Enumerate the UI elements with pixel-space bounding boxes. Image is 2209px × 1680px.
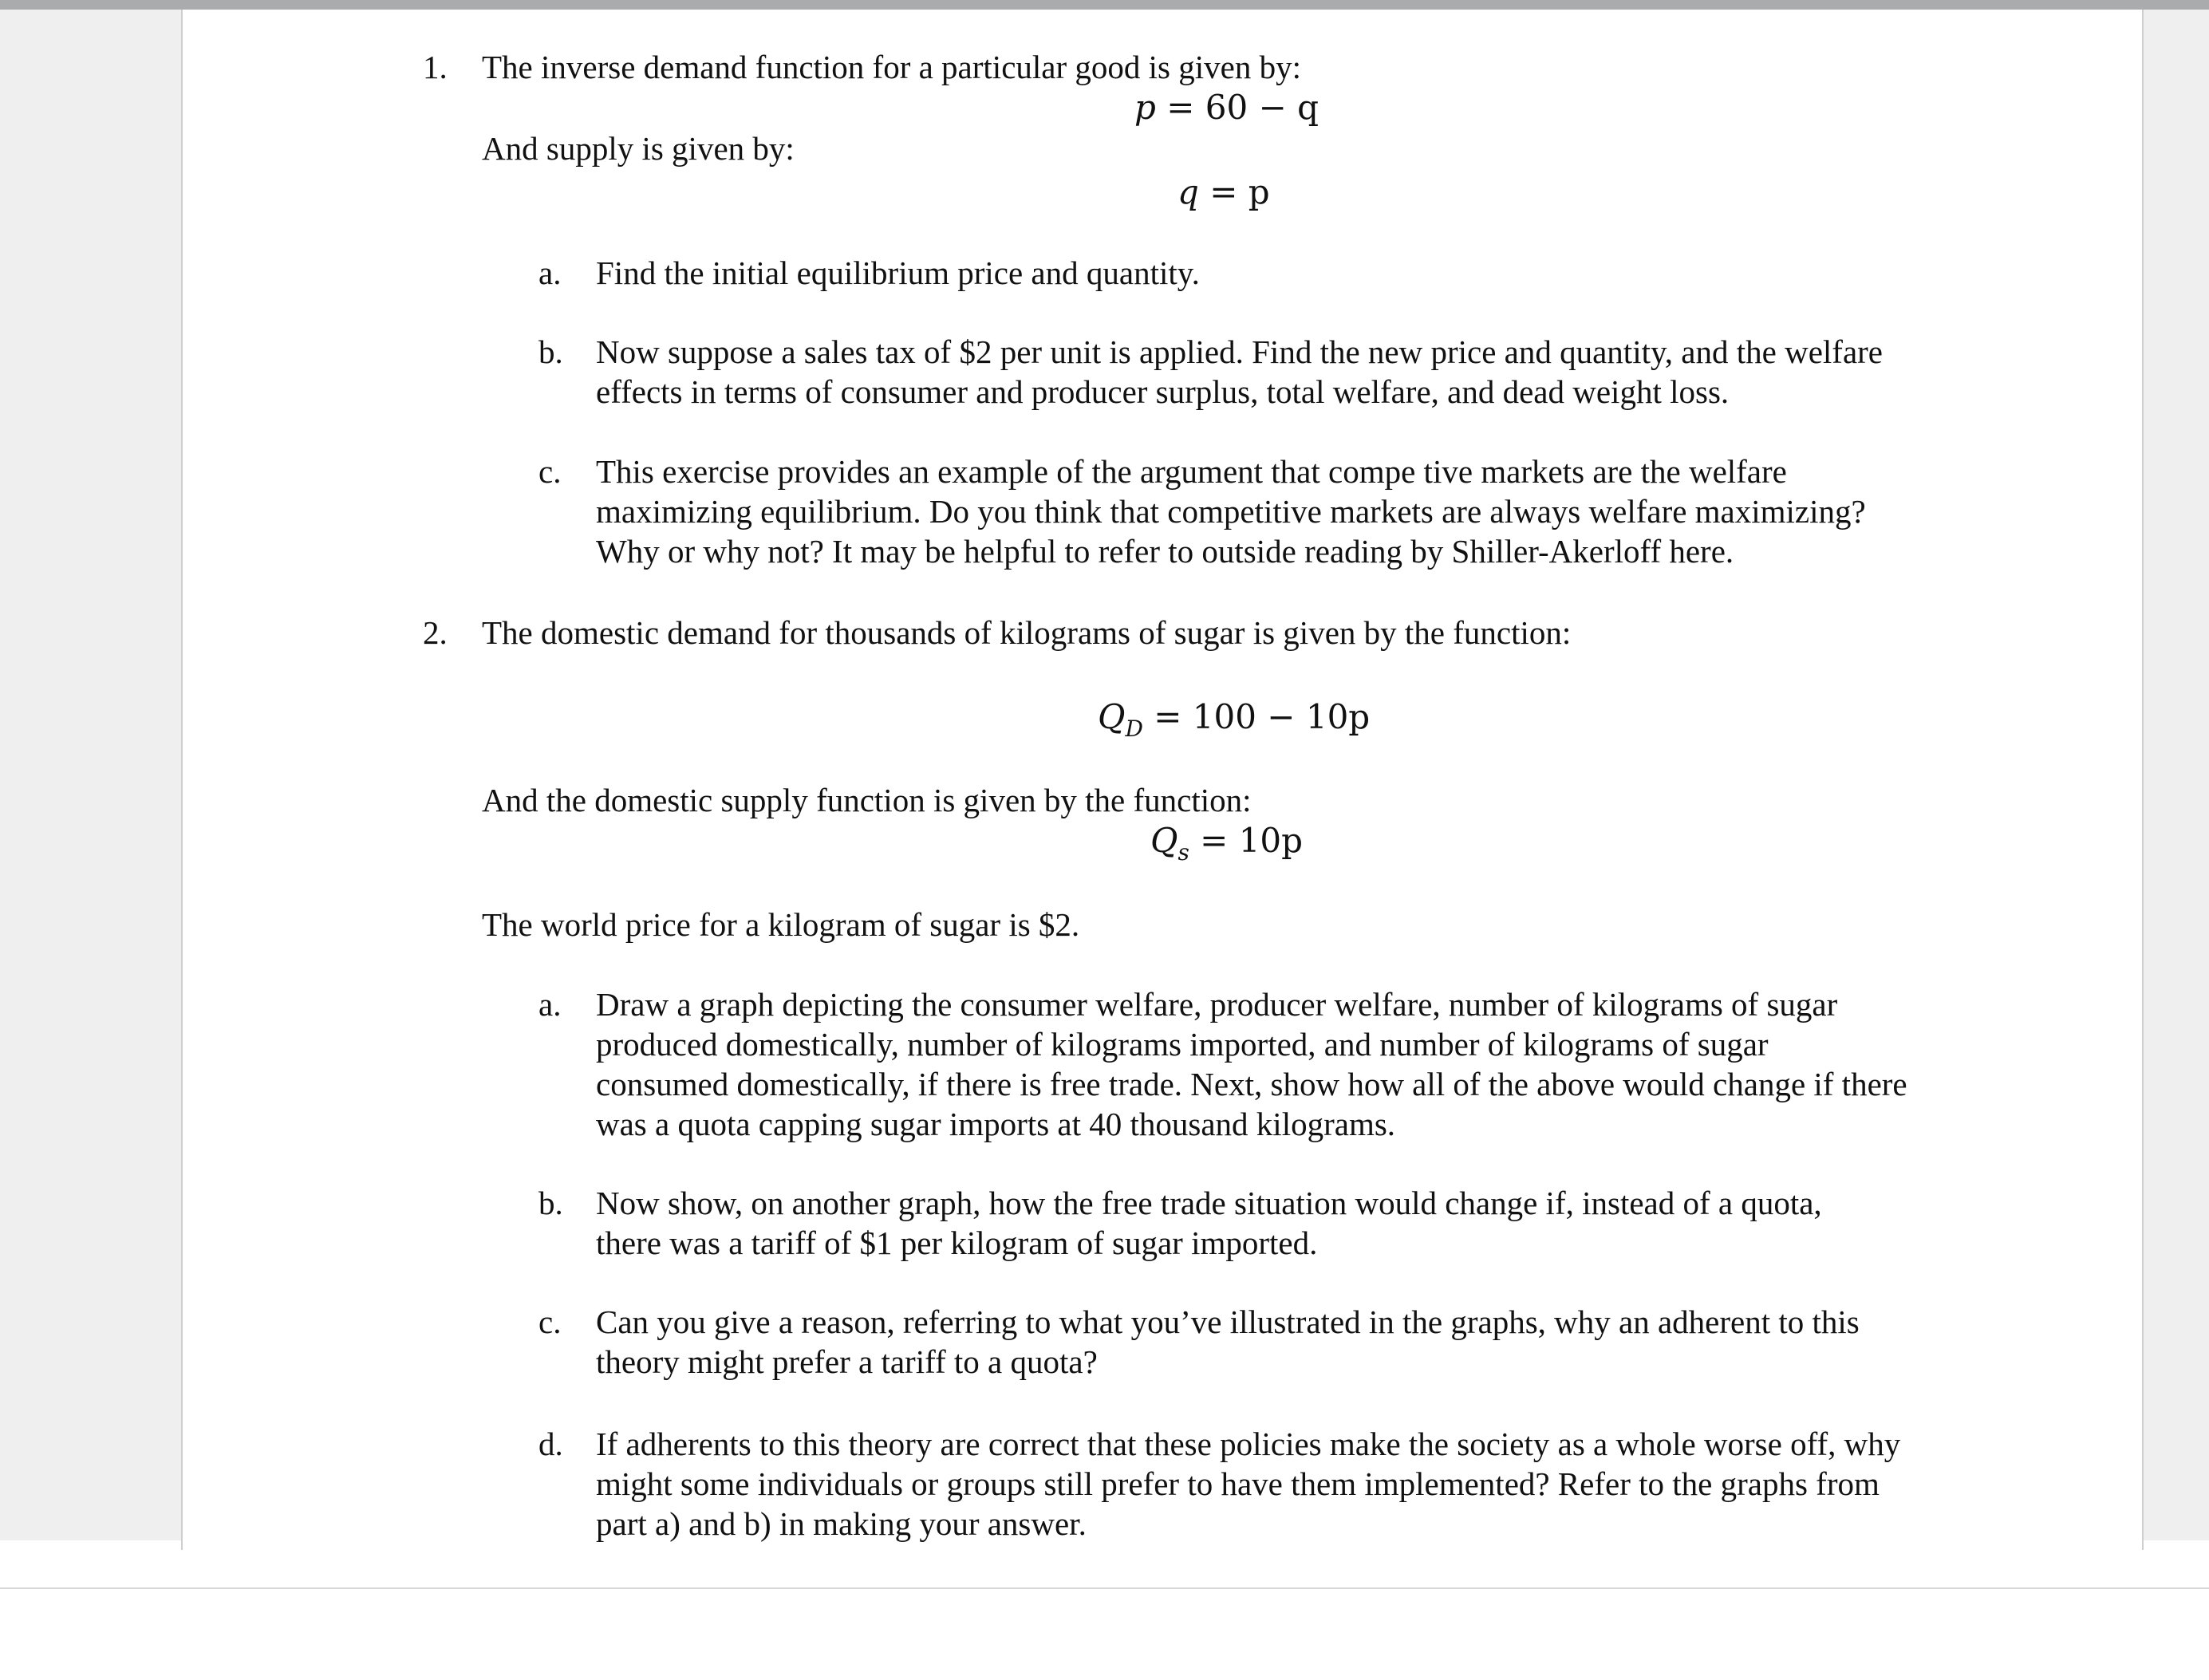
q2-supply-intro: And the domestic supply function is given by the function: (482, 782, 1252, 818)
document-page (181, 10, 2144, 1550)
q1-part-b-line: effects in terms of consumer and producer surplus, total welfare, and dead weight loss. (596, 373, 1730, 410)
q2-demand-sub: D (1125, 716, 1143, 742)
q2-part-b-letter: b. (538, 1185, 563, 1221)
q1-part-b-letter: b. (538, 333, 563, 370)
q2-supply-q: Q (1150, 821, 1178, 860)
q1-demand-equation (1134, 88, 1319, 128)
q2-world-price: The world price for a kilogram of sugar is $2. (482, 906, 1080, 943)
q2-supply-rhs: = 10p (1200, 821, 1304, 860)
q1-supply-rhs: = p (1209, 172, 1270, 211)
q2-part-c-line: theory might prefer a tariff to a quota? (596, 1343, 1098, 1380)
q2-part-b-line: there was a tariff of $1 per kilogram of sugar imported. (596, 1225, 1318, 1261)
q2-part-a-line: consumed domestically, if there is free trade. Next, show how all of the above would change if there (596, 1066, 1907, 1102)
q1-demand-rhs: = 60 − q (1166, 88, 1319, 127)
q1-number: 1. (423, 49, 448, 85)
q1-part-c-line: maximizing equilibrium. Do you think that competitive markets are always welfare maximizing? (596, 493, 1866, 530)
q1-part-a-letter: a. (538, 254, 562, 291)
q2-part-a-letter: a. (538, 986, 562, 1023)
q2-demand-equation (1098, 697, 1371, 742)
q1-part-c-line: This exercise provides an example of the argument that compe tive markets are the welfare (596, 453, 1787, 490)
q2-part-d-letter: d. (538, 1426, 563, 1462)
q2-part-a-line: was a quota capping sugar imports at 40 thousand kilograms. (596, 1106, 1396, 1142)
q2-part-d-line: part a) and b) in making your answer. (596, 1505, 1087, 1542)
q1-part-c-line: Why or why not? It may be helpful to refer to outside reading by Shiller-Akerloff here. (596, 533, 1734, 570)
q2-demand-q: Q (1098, 697, 1126, 736)
q2-part-c-line: Can you give a reason, referring to what you’ve illustrated in the graphs, why an adherent to this (596, 1303, 1860, 1340)
q2-part-b-line: Now show, on another graph, how the free trade situation would change if, instead of a quota, (596, 1185, 1822, 1221)
window-top-strip (0, 0, 2209, 10)
q2-part-d-line: might some individuals or groups still prefer to have them implemented? Refer to the graphs from (596, 1465, 1880, 1502)
document-workspace (0, 10, 2209, 1540)
q2-number: 2. (423, 614, 448, 651)
q2-supply-equation (1150, 821, 1304, 866)
q1-part-c-letter: c. (538, 453, 562, 490)
q2-demand-rhs: = 100 − 10p (1154, 697, 1371, 736)
q1-supply-lhs: q (1177, 172, 1199, 211)
bottom-divider (0, 1587, 2209, 1589)
q1-part-b-line: Now suppose a sales tax of $2 per unit is applied. Find the new price and quantity, and the welfare (596, 333, 1883, 370)
q2-supply-sub: s (1177, 839, 1189, 866)
q1-demand-lhs: p (1134, 88, 1156, 127)
q2-part-a-line: Draw a graph depicting the consumer welfare, producer welfare, number of kilograms of sugar (596, 986, 1838, 1023)
q1-part-a-text: Find the initial equilibrium price and quantity. (596, 254, 1200, 291)
q1-supply-equation (1177, 172, 1270, 212)
q2-part-c-letter: c. (538, 1303, 562, 1340)
q1-intro: The inverse demand function for a particular good is given by: (482, 49, 1301, 85)
q2-part-d-line: If adherents to this theory are correct that these policies make the society as a whole worse off, why (596, 1426, 1901, 1462)
q2-part-a-line: produced domestically, number of kilograms imported, and number of kilograms of sugar (596, 1026, 1769, 1063)
q2-intro: The domestic demand for thousands of kilograms of sugar is given by the function: (482, 614, 1572, 651)
q1-supply-intro: And supply is given by: (482, 130, 795, 167)
